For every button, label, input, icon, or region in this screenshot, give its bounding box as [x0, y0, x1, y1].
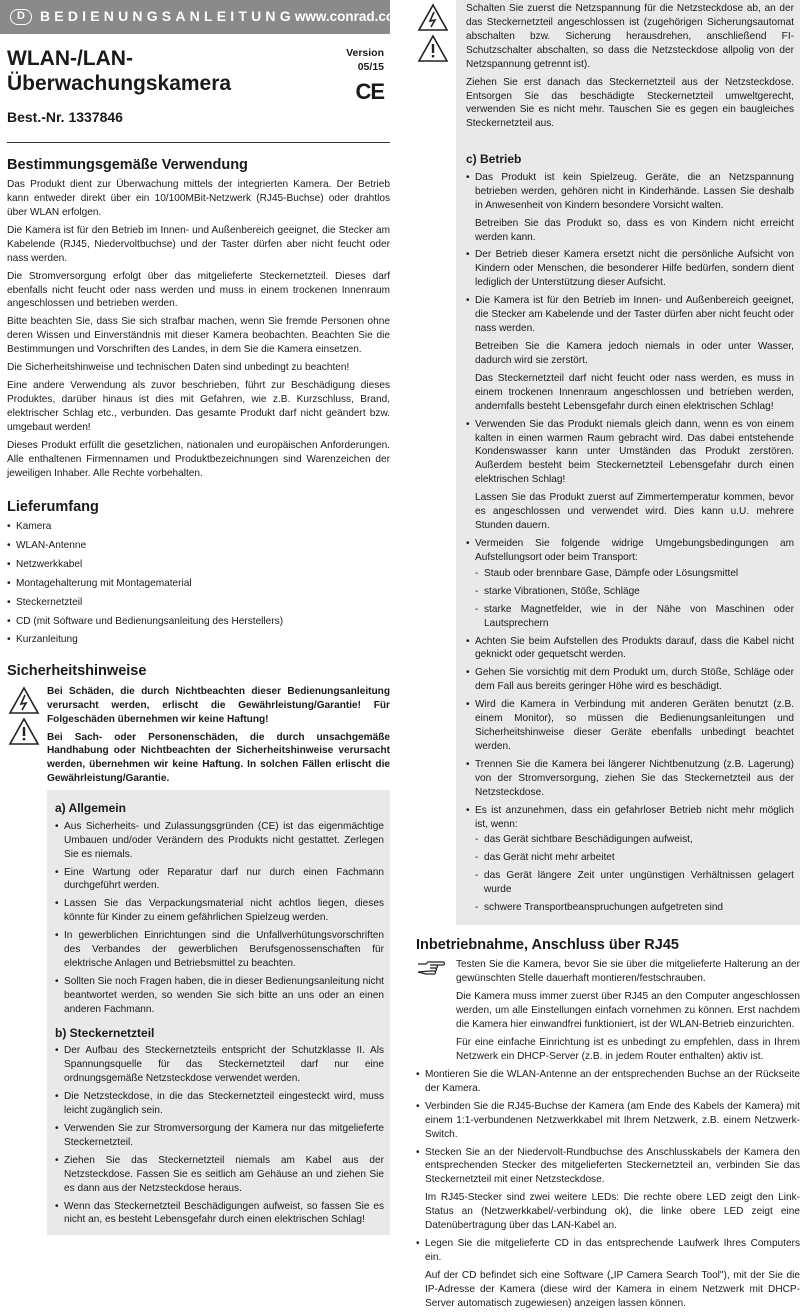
list-item: • Das Produkt ist kein Spielzeug. Geräte, die an Netzspannung betrieben werden, gehören nicht in Kinderhände. Lassen Sie deshalb in Anwesenheit von Kindern besondere Vorsicht walten. Betreiben Sie das Produkt so, dass es von Kindern nicht erreicht werden kann.: [466, 171, 794, 245]
warning-text-2: Bei Sach- oder Personenschäden, die durch unsachgemäße Handhabung oder Nichtbeachten der Sicherheitshinweise verursacht werden, übernehmen wir keine Haftung. In solchen Fällen erlischt die Gewährleistung/Garantie.: [47, 731, 390, 785]
paragraph: Schalten Sie zuerst die Netzspannung für die Netzsteckdose ab, an der das Steckernetzteil angeschlossen ist (zugehörigen Sicherungsautomat abschalten bzw. Sicherung herausdrehen, anschließend FI-Schutzschalter abschalten, so dass die Netzsteckdose allpolig von der Netzspannung getrennt ist).: [466, 3, 794, 70]
paragraph: Lassen Sie das Produkt zuerst auf Zimmertemperatur kommen, bevor es angeschlossen und verwendet wird. Dies kann u.U. mehrere Stunden dauern.: [475, 492, 794, 532]
safety-warning-block: [7, 685, 390, 790]
list-item: • Wird die Kamera in Verbindung mit anderen Geräten benutzt (z.B. einem Monitor), so müssen die Bedienungsanleitungen und Sicherheitshinweise dieser Geräte ebenfalls unbedingt beachtet werden.: [466, 698, 794, 754]
safety-sub-sections: [47, 790, 390, 1235]
list-item: • Aus Sicherheits- und Zulassungsgründen (CE) ist das eigenmächtige Umbauen und/oder Verändern des Produkts nicht gestattet. Zerlegen Sie es niemals.: [55, 820, 384, 862]
warning-text-1: Bei Schäden, die durch Nichtbeachten dieser Bedienungsanleitung verursacht werden, erlischt die Gewährleistung/Garantie! Für Folgeschäden übernehmen wir keine Haftung!: [47, 685, 390, 725]
dash-item: - starke Magnetfelder, wie in der Nähe von Maschinen oder Lautsprechern: [475, 603, 794, 631]
divider: [7, 142, 390, 143]
section-heading-safety: Sicherheitshinweise: [7, 663, 147, 680]
dash-item: - Staub oder brennbare Gase, Dämpfe oder Lösungsmittel: [475, 567, 794, 581]
paragraph: Betreiben Sie das Produkt so, dass es von Kindern nicht erreicht werden kann.: [475, 217, 794, 243]
list-item: • Achten Sie beim Aufstellen des Produkts darauf, dass die Kabel nicht geknickt oder gequetscht werden.: [466, 635, 794, 663]
paragraph: Die Stromversorgung erfolgt über das mitgelieferte Steckernetzteil. Dieses darf ebenfalls nicht feucht oder nass werden und muss in einem trockenen Innenraum angeschlossen und betrieben werden.: [7, 270, 390, 310]
subsection-heading-power-supply: b) Steckernetzteil: [55, 1025, 155, 1040]
dash-item: - das Gerät sichtbare Beschädigungen aufweist,: [475, 833, 794, 847]
list-item: • Die Kamera ist für den Betrieb im Innen- und Außenbereich geeignet, die Stecker am Kabelende und der Taster dürfen aber nicht feucht oder nass werden. Betreiben Sie die Kamera jedoch niemals in oder unter Wasser, dadurch wird sie zerstört. Das Steckernetzteil darf nicht feucht oder nass werden, es muss in einem trockenen Innenraum angeschlossen und betrieben werden, andernfalls besteht Lebensgefahr durch einen elektrischen Schlag!: [466, 294, 794, 413]
paragraph: Betreiben Sie die Kamera jedoch niemals in oder unter Wasser, dadurch wird sie zerstört.: [475, 340, 794, 366]
dash-item: - das Gerät längere Zeit unter ungünstigen Verhältnissen gelagert wurde: [475, 869, 794, 897]
list-item: • In gewerblichen Einrichtungen sind die Unfallverhütungsvorschriften des Verbandes der gewerblichen Berufsgenossenschaften für elektrische Anlagen und Betriebsmittel zu beachten.: [55, 929, 384, 971]
header-bar: [0, 0, 407, 34]
list-item: • Kamera: [7, 520, 390, 534]
website-url: www.conrad.com: [294, 8, 407, 24]
paragraph: Für eine einfache Einrichtung ist es unbedingt zu empfehlen, dass in Ihrem Netzwerk ein DHCP-Server (z.B. in jedem Router enthalten) aktiv ist.: [456, 1037, 800, 1063]
operation-section: [456, 141, 800, 925]
list-item: • Verwenden Sie zur Stromversorgung der Kamera nur das mitgelieferte Steckernetzteil.: [55, 1122, 384, 1150]
list-item: • WLAN-Antenne: [7, 539, 390, 553]
list-item: • Steckernetzteil: [7, 596, 390, 610]
ce-mark: CE: [355, 78, 384, 104]
paragraph: Die Kamera muss immer zuerst über RJ45 an den Computer angeschlossen werden, um alle Einstellungen einfach vornehmen zu können. Erst nachdem die Kamera hier einwandfrei funktioniert, ist der WLAN-Betrieb einzurichten.: [456, 991, 800, 1031]
list-item: • Montagehalterung mit Montagematerial: [7, 577, 390, 591]
page-title: WLAN-/LAN-Überwachungskamera: [7, 47, 232, 96]
list-item: • Wenn das Steckernetzteil Beschädigungen aufweist, so fassen Sie es nicht an, es besteht Lebensgefahr durch einen elektrischen Schlag!: [55, 1200, 384, 1228]
list-item: • Verbinden Sie die RJ45-Buchse der Kamera (am Ende des Kabels der Kamera) mit einem 1:1-verbundenen Netzwerkkabel mit Ihrem Netzwerk, z.B. einem Netzwerk-Switch.: [416, 1100, 800, 1142]
paragraph: Die Sicherheitshinweise und technischen Daten sind unbedingt zu beachten!: [7, 362, 350, 374]
left-column: [0, 0, 407, 1235]
list-item: • CD (mit Software und Bedienungsanleitung des Herstellers): [7, 615, 390, 629]
list-item: • Gehen Sie vorsichtig mit dem Produkt um, durch Stöße, Schläge oder dem Fall aus bereits geringer Höhe wird es beschädigt.: [466, 666, 794, 694]
paragraph: Ziehen Sie erst danach das Steckernetzteil aus der Netzsteckdose. Entsorgen Sie das beschädigte Steckernetzteil umweltgerecht, verwenden Sie es nicht mehr. Tauschen Sie es gegen ein baugleiches Steckernetzteil aus.: [466, 76, 794, 130]
language-badge: D: [10, 9, 32, 25]
list-item: • Trennen Sie die Kamera bei längerer Nichtbenutzung (z.B. Lagerung) von der Stromversorgung, ziehen Sie das Steckernetzteil aus der Netzsteckdose.: [466, 758, 794, 800]
list-item: • Montieren Sie die WLAN-Antenne an der entsprechenden Buchse an der Rückseite der Kamera.: [416, 1068, 800, 1096]
paragraph: Auf der CD befindet sich eine Software („IP Camera Search Tool"), mit der Sie die IP-Adresse der Kamera (diese wird der Kamera in einem Netzwerk mit DHCP-Server automatisch zugewiesen) anzeigen lassen können.: [425, 1269, 800, 1309]
list-item: • Lassen Sie das Verpackungsmaterial nicht achtlos liegen, dieses könnte für Kinder zu einem gefährlichen Spielzeug werden.: [55, 897, 384, 925]
version-label: Version 05/15: [346, 47, 384, 74]
exclamation-warning-icon: [9, 718, 39, 745]
list-item: • Die Netzsteckdose, in die das Steckernetzteil eingesteckt wird, muss leicht zugänglich sein.: [55, 1090, 384, 1118]
list-item: • Der Betrieb dieser Kamera ersetzt nicht die persönliche Aufsicht von Kindern oder Menschen, die besonderer Hilfe bedürfen, sondern dient lediglich der Unterstützung dieser Aufsicht.: [466, 248, 794, 290]
paragraph: Das Steckernetzteil darf nicht feucht oder nass werden, es muss in einem trockenen Innenraum angeschlossen und betrieben werden, andernfalls besteht Lebensgefahr durch einen elektrischen Schlag!: [475, 372, 794, 412]
dash-item: - das Gerät nicht mehr arbeitet: [475, 851, 794, 865]
pointing-hand-icon: [416, 960, 446, 976]
list-item: • Es ist anzunehmen, dass ein gefahrloser Betrieb nicht mehr möglich ist, wenn: - das Gerät sichtbare Beschädigungen aufweist, - das Gerät nicht mehr arbeitet - das Gerät längere Zeit unter ungünstigen Verhältnissen gelagert wurde - schwere Transportbeanspruchungen aufgetreten sind: [466, 804, 794, 915]
paragraph: Im RJ45-Stecker sind zwei weitere LEDs: Die rechte obere LED zeigt den Link-Status an (Netzwerkkabel/-verbindung ok), die linke obere LED zeigt eine Datenübertragung über das LAN-Kabel an.: [425, 1192, 800, 1232]
right-column: [416, 0, 800, 1315]
scope-list: [7, 520, 390, 647]
paragraph: Das Produkt dient zur Überwachung mittels der integrierten Kamera. Der Betrieb kann entweder direkt über ein 10/100MBit-Netzwerk (RJ45-Buchse) oder drahtlos über WLAN erfolgen.: [7, 179, 390, 218]
list-item: • Ziehen Sie das Steckernetzteil niemals am Kabel aus der Netzsteckdose. Fassen Sie es seitlich am Gehäuse an und ziehen Sie es dann aus der Netzsteckdose heraus.: [55, 1154, 384, 1196]
section-heading-intended-use: Bestimmungsgemäße Verwendung: [7, 156, 248, 173]
document-type: BEDIENUNGSANLEITUNG: [40, 8, 295, 25]
paragraph: Bitte beachten Sie, dass Sie sich strafbar machen, wenn Sie fremde Personen ohne deren Wissen und Einverständnis mit dieser Kamera beobachten. Beachten Sie die Bestimmungen und Vorschriften des Landes, in dem Sie die Kamera einsetzen.: [7, 316, 390, 356]
setup-tip-block: [416, 958, 800, 1067]
subsection-heading-general: a) Allgemein: [55, 801, 126, 816]
paragraph: Dieses Produkt erfüllt die gesetzlichen, nationalen und europäischen Anforderungen. Alle enthaltenen Firmennamen und Produktbezeichnungen sind Warenzeichen der jeweiligen Inhaber. Alle Rechte vorbehalten.: [7, 439, 390, 479]
electric-shock-warning-icon: [9, 687, 39, 714]
list-item: • Verwenden Sie das Produkt niemals gleich dann, wenn es von einem kalten in einen warmen Raum gebracht wird. Das dabei entstehende Kondenswasser kann unter Umständen das Produkt zerstören. Außerdem besteht beim Steckernetzteil Lebensgefahr durch einen elektrischen Schlag! Lassen Sie das Produkt zuerst auf Zimmertemperatur kommen, bevor es angeschlossen und verwendet wird. Dies kann u.U. mehrere Stunden dauern.: [466, 418, 794, 533]
list-item: • Sollten Sie noch Fragen haben, die in dieser Bedienungsanleitung nicht beantwortet werden, so wenden Sie sich bitte an uns oder an einen anderen Fachmann.: [55, 975, 384, 1017]
subsection-heading-operation: c) Betrieb: [466, 152, 522, 167]
paragraph: Die Kamera ist für den Betrieb im Innen- und Außenbereich geeignet, die Stecker am Kabelende (RJ45, Niedervoltbuchse) und der Taster dürfen aber nicht feucht oder nass werden.: [7, 224, 390, 264]
paragraph: Eine andere Verwendung als zuvor beschrieben, führt zur Beschädigung dieses Produktes, darüber hinaus ist dies mit Gefahren, wie z.B. Kurzschluss, Brand, elektrischer Schlag etc., verbunden. Das gesamte Produkt darf nicht geändert bzw. umgebaut werden!: [7, 380, 390, 433]
list-item: • Netzwerkkabel: [7, 558, 390, 572]
list-item: • Der Aufbau des Steckernetzteils entspricht der Schutzklasse II. Als Spannungsquelle für das Steckernetzteil darf nur eine ordnungsgemäße Netzsteckdose verwendet werden.: [55, 1044, 384, 1086]
paragraph: Testen Sie die Kamera, bevor Sie sie über die mitgelieferte Halterung an der gewünschten Stelle dauerhaft montieren/festschrauben.: [456, 959, 800, 985]
setup-steps: [416, 1068, 800, 1311]
order-number: Best.-Nr. 1337846: [7, 109, 123, 126]
list-item: • Stecken Sie an der Niedervolt-Rundbuchse des Anschlusskabels der Kamera den entsprechenden Stecker des mitgelieferten Steckernetzteil an, verbinden Sie das Steckernetzteil mit einer Netzsteckdose. Im RJ45-Stecker sind zwei weitere LEDs: Die rechte obere LED zeigt den Link-Status an (Netzwerkkabel/-verbindung ok), die linke obere LED zeigt eine Datenübertragung über das LAN-Kabel an.: [416, 1146, 800, 1234]
dash-item: - schwere Transportbeanspruchungen aufgetreten sind: [475, 901, 794, 915]
section-heading-scope: Lieferumfang: [7, 498, 99, 515]
list-item: • Kurzanleitung: [7, 633, 390, 647]
list-item: • Eine Wartung oder Reparatur darf nur durch einen Fachmann durchgeführt werden.: [55, 866, 384, 894]
list-item: • Legen Sie die mitgelieferte CD in das entsprechende Laufwerk Ihres Computers ein. Auf der CD befindet sich eine Software („IP Camera Search Tool"), mit der Sie die IP-Adresse der Kamera (diese wird der Kamera in einem Netzwerk mit DHCP-Server automatisch zugewiesen) anzeigen lassen können.: [416, 1237, 800, 1311]
exclamation-warning-icon: [418, 35, 448, 62]
electric-shock-warning-icon: [418, 4, 448, 31]
dash-item: - starke Vibrationen, Stöße, Schläge: [475, 585, 794, 599]
section-heading-setup: Inbetriebnahme, Anschluss über RJ45: [416, 937, 679, 954]
list-item: • Vermeiden Sie folgende widrige Umgebungsbedingungen am Aufstellungsort oder beim Transport: - Staub oder brennbare Gase, Dämpfe oder Lösungsmittel - starke Vibrationen, Stöße, Schläge - starke Magnetfelder, wie in der Nähe von Maschinen oder Lautsprechern: [466, 537, 794, 631]
